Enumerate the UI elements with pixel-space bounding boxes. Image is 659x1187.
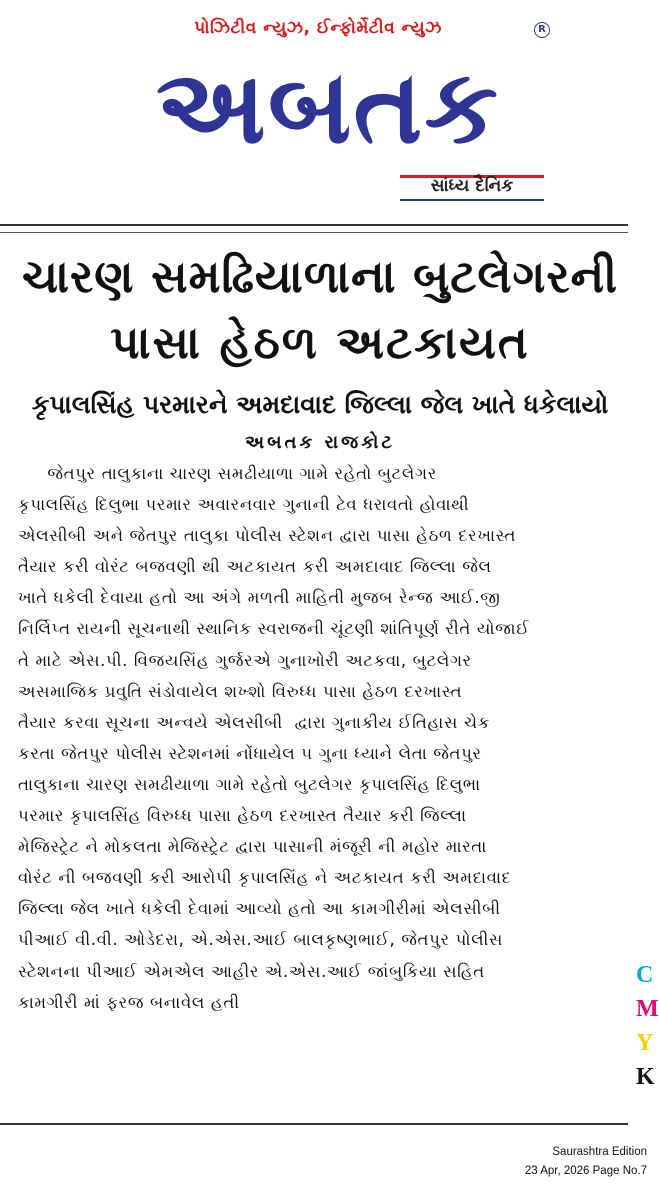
headline-line-2: પાસા હેઠળ અટકાયત [110, 316, 530, 369]
article-body-line: તૈયાર કરવા સૂચના અન્વયે એલસીબી દ્વારા ગુનાકીય ઈતિહાસ ચેક [18, 712, 491, 732]
article-body-line: વોરંટ ની બજવણી કરી આરોપી કૃપાલસિંહ ને અટકાયત કરી અમદાવાદ [18, 868, 512, 888]
newspaper-logo: અબતક [156, 48, 500, 167]
article-body-line: અસમાજિક પ્રવુતિ સંડોવાયેલ શખ્શો વિરુધ્ધ પાસા હેઠળ દરખાસ્ત [18, 681, 463, 701]
article-body-line: એલસીબી અને જેતપુર તાલુકા પોલીસ સ્ટેશન દ્વારા પાસા હેઠળ દરખાસ્ત [18, 526, 517, 546]
article-subheadline: કૃપાલસિંહ પરમારને અમદાવાદ જિલ્લા જેલ ખાતે ધકેલાયો [31, 390, 609, 419]
cmyk-mark-y: Y [636, 1030, 654, 1056]
registered-mark-icon: R [534, 22, 550, 38]
article-body-line: જિલ્લા જેલ ખાતે ધકેલી દેવામાં આવ્યો હતો આ કામગીરીમાં એલસીબી [18, 899, 501, 919]
article-body-line: સ્ટેશનના પીઆઈ એમએલ આહીર એ.એસ.આઈ જાંબુકિયા સહિત [18, 961, 485, 981]
cmyk-mark-m: M [636, 996, 659, 1022]
cmyk-color-marks [636, 958, 659, 1094]
masthead-subtag: સાંધ્ય દૈનિક [430, 176, 514, 196]
article-body-line: તે માટે એસ.પી. વિજયસિંહ ગુર્જરએ ગુનાખોરી અટકવા, બુટલેગર [18, 650, 472, 670]
article-headline [0, 244, 640, 376]
article-body-line: તૈયાર કરી વોરંટ બજવણી થી અટકાયત કરી અમદાવાદ જિલ્લા જેલ [18, 557, 492, 577]
article-body-line: મેજિસ્ટ્રેટ ને મોકલતા મેજિસ્ટ્રેટ દ્વારા પાસાની મંજૂરી ની મહોર મારતા [18, 837, 487, 857]
article-body-line: જેતપુર તાલુકાના ચારણ સમઢીયાળા ગામે રહેતો બુટલેગર [18, 464, 437, 483]
article-body-line: પરમાર કૃપાલસિંહ વિરુધ્ધ પાસા હેઠળ દરખાસ્ત તૈયાર કરી જિલ્લા [18, 806, 467, 826]
article-bottom-border [0, 1123, 628, 1125]
article-body-line: કામગીરી માં ફરજ બનાવેલ હતી [18, 992, 240, 1012]
article-body-line: તાલુકાના ચારણ સમઢીયાળા ગામે રહેતો બુટલેગર કૃપાલસિંહ દિલુભા [18, 774, 481, 794]
masthead-tagline: પોઝિટીવ ન્યુઝ, ઈન્ફોર્મેટીવ ન્યુઝ [194, 18, 442, 38]
article-body-line: ખાતે ધકેલી દેવાયા હતો આ અંગે મળતી માહિતી મુજબ રેન્જ આઈ.જી [18, 588, 501, 608]
headline-line-1: ચારણ સમઢિયાળાના બુટલેગરની [21, 250, 619, 303]
article-body-line: કરતા જેતપુર પોલીસ સ્ટેશનમાં નોંધાયેલ ૫ ગુના ધ્યાને લેતા જેતપુર [18, 743, 482, 763]
edition-name: Saurashtra Edition [552, 1146, 647, 1158]
edition-date-page: 23 Apr, 2026 Page No.7 [524, 1165, 647, 1177]
edition-footer [525, 1143, 647, 1181]
article-top-border-thin [0, 232, 628, 233]
cmyk-mark-c: C [636, 962, 654, 988]
masthead-blue-rule [400, 199, 544, 201]
article-top-border [0, 224, 628, 226]
masthead [0, 0, 655, 215]
article-body [18, 458, 630, 1018]
article-byline: અબતક રાજકોટ [245, 432, 395, 453]
article-body-line: કૃપાલસિંહ દિલુભા પરમાર અવારનવાર ગુનાની ટેવ ધરાવતો હોવાથી [18, 495, 470, 515]
article-body-line: પીઆઈ વી.વી. ઓડેદરા, એ.એસ.આઈ બાલકૃષ્ણભાઈ, જેતપુર પોલીસ [18, 930, 504, 950]
article-body-line: નિર્લિપ્ત રાયની સૂચનાથી સ્થાનિક સ્વરાજની ચૂંટણી શાંતિપૂર્ણ રીતે યોજાઈ [18, 619, 530, 639]
cmyk-mark-k: K [636, 1064, 655, 1090]
